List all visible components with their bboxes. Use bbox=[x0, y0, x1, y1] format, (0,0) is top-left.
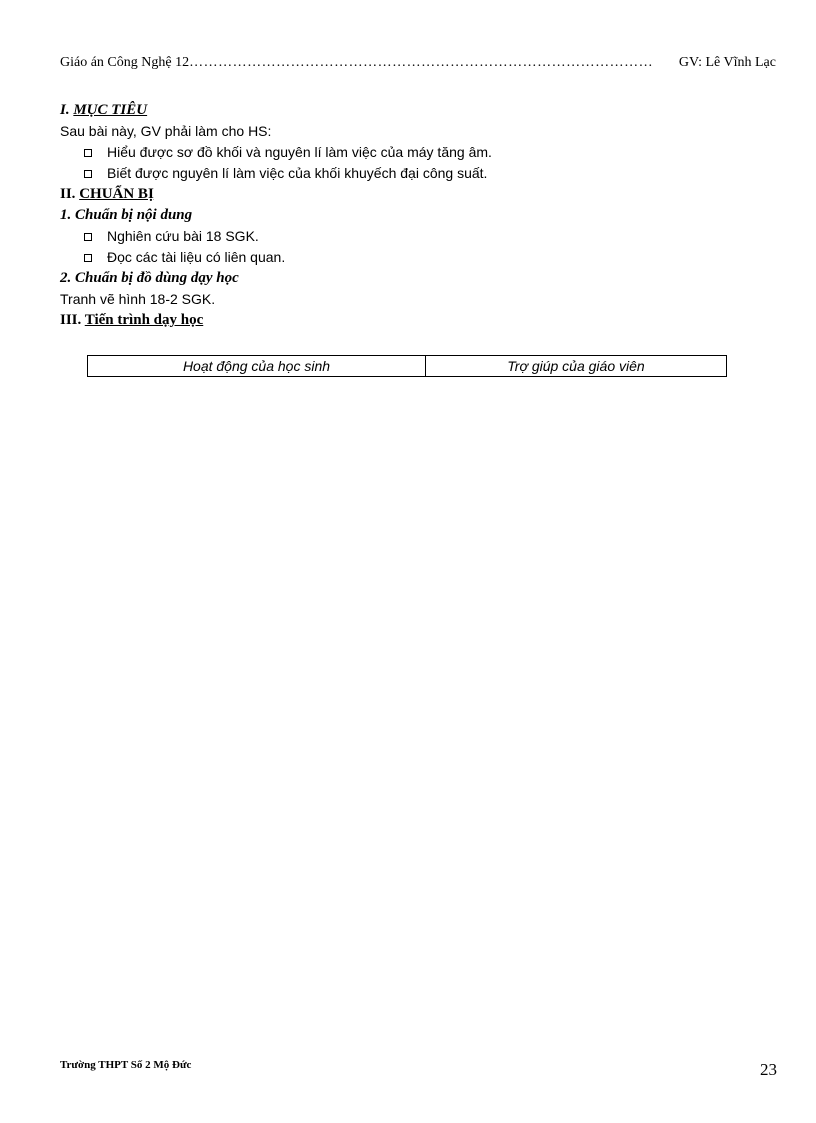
list-item-text: Hiểu được sơ đồ khối và nguyên lí làm việc của máy tăng âm. bbox=[107, 144, 492, 160]
section-2-heading bbox=[60, 184, 760, 205]
column-header-student-activity: Hoạt động của học sinh bbox=[88, 356, 426, 377]
square-bullet-icon bbox=[84, 233, 92, 241]
list-item bbox=[60, 226, 760, 247]
section-3-title: Tiến trình dạy học bbox=[84, 312, 204, 328]
column-header-teacher-support: Trợ giúp của giáo viên bbox=[426, 356, 727, 377]
subsection-2-1-heading: 1. Chuẩn bị nội dung bbox=[60, 207, 193, 223]
list-item bbox=[60, 142, 760, 163]
subsection-2-2-text: Tranh vẽ hình 18-2 SGK. bbox=[60, 291, 216, 307]
section-1-intro: Sau bài này, GV phải làm cho HS: bbox=[60, 123, 272, 139]
objectives-list bbox=[60, 142, 760, 184]
header-dot-leader: …………………………………………………………………………………… bbox=[189, 55, 654, 70]
section-3-number: III. bbox=[60, 312, 82, 328]
header-course-title: Giáo án Công Nghệ 12 bbox=[60, 55, 190, 70]
section-1-number: I. bbox=[60, 102, 70, 118]
document-body bbox=[60, 100, 760, 331]
activity-table bbox=[87, 355, 727, 377]
header-teacher-name: GV: Lê Vĩnh Lạc bbox=[678, 55, 776, 70]
section-3-heading bbox=[60, 310, 760, 331]
list-item-text: Đọc các tài liệu có liên quan. bbox=[107, 249, 286, 265]
square-bullet-icon bbox=[84, 149, 92, 157]
table-header-row bbox=[88, 356, 727, 377]
section-1-title: MỤC TIÊU bbox=[73, 102, 148, 118]
subsection-2-2-heading: 2. Chuẩn bị đồ dùng dạy học bbox=[60, 270, 239, 286]
square-bullet-icon bbox=[84, 170, 92, 178]
list-item-text: Biết được nguyên lí làm việc của khối khuyếch đại công suất. bbox=[107, 165, 488, 181]
list-item-text: Nghiên cứu bài 18 SGK. bbox=[107, 228, 259, 244]
square-bullet-icon bbox=[84, 254, 92, 262]
page-header bbox=[60, 55, 776, 71]
section-1-heading bbox=[60, 100, 760, 121]
preparation-list bbox=[60, 226, 760, 268]
footer-page-number: 23 bbox=[760, 1060, 777, 1079]
section-2-title: CHUẨN BỊ bbox=[79, 186, 154, 202]
footer-school-name: Trường THPT Số 2 Mộ Đức bbox=[60, 1059, 192, 1071]
list-item bbox=[60, 247, 760, 268]
list-item bbox=[60, 163, 760, 184]
section-2-number: II. bbox=[60, 186, 76, 202]
